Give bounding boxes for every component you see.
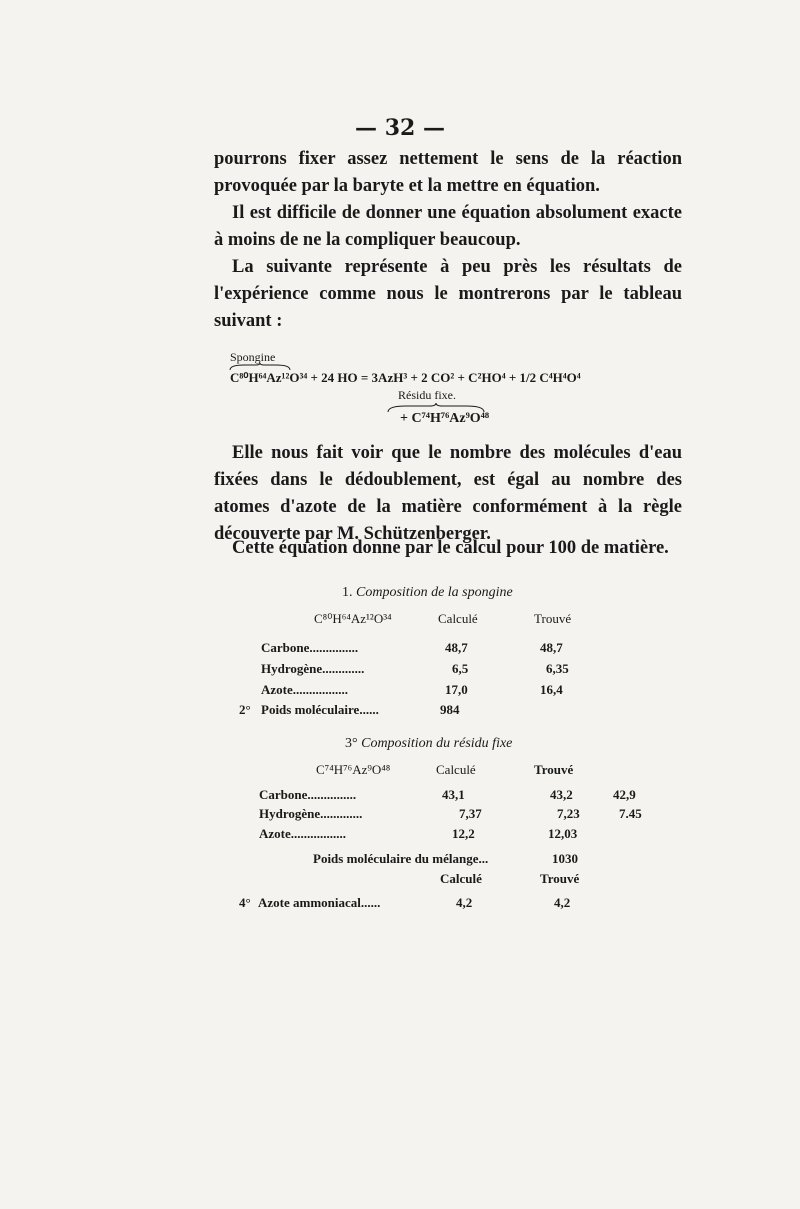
table1-mol-label: Poids moléculaire......	[261, 702, 379, 717]
table1-caption	[342, 585, 513, 601]
table1-row-label: Azote.................	[261, 682, 349, 697]
table2-row-label: Azote.................	[259, 826, 347, 841]
table1-caption-number: 1.	[342, 585, 353, 600]
table1-row-found: 48,7	[540, 640, 563, 655]
table2-row-found2: 7.45	[619, 806, 642, 821]
equation-line-2: + C⁷⁴H⁷⁶Az⁹O⁴⁸	[400, 411, 490, 426]
paragraph-2: Il est difficile de donner une équation absolument exacte à moins de ne la compliquer beaucoup.	[214, 203, 682, 250]
equation-line-1: C⁸⁰H⁶⁴Az¹²O³⁴ + 24 HO = 3AzH³ + 2 CO² + C²HO⁴ + 1/2 C⁴H⁴O⁴	[230, 370, 581, 385]
table1-row-label: Hydrogène.............	[261, 661, 365, 676]
table2-mixture-value: 1030	[552, 851, 578, 866]
table3-found: 4,2	[554, 895, 571, 910]
table2-row-calc: 7,37	[459, 806, 482, 821]
paragraph-4: Elle nous fait voir que le nombre des molécules d'eau fixées dans le dédoublement, est égal au nombre des atomes d'azote de la matière conformément à la règle découverte par M. Schützenberger.	[214, 443, 682, 544]
table1-row-found: 6,35	[546, 661, 569, 676]
table2-row-found: 12,03	[548, 826, 578, 841]
table1-row-calc: 48,7	[445, 640, 468, 655]
table2-caption	[345, 736, 512, 752]
table1-row-found: 16,4	[540, 682, 563, 697]
table2-row-found2: 42,9	[613, 787, 636, 802]
table1-caption-title: Composition de la spongine	[356, 585, 513, 600]
table1-header-calc: Calculé	[438, 611, 478, 626]
table2-row-label: Hydrogène.............	[259, 806, 363, 821]
equation-label-residu: Résidu fixe.	[398, 388, 456, 402]
table1-row-calc: 6,5	[452, 661, 469, 676]
table2-mixture-label: Poids moléculaire du mélange...	[313, 851, 489, 866]
table2-caption-title: Composition du résidu fixe	[361, 736, 513, 751]
table1-row-calc: 17,0	[445, 682, 468, 697]
table3-label: Azote ammoniacal......	[258, 895, 381, 910]
page-number: — 32 —	[355, 115, 445, 141]
table1-header-found: Trouvé	[534, 611, 572, 626]
table2-header-found: Trouvé	[534, 762, 574, 777]
paragraph-1: pourrons fixer assez nettement le sens de la réaction provoquée par la baryte et la mettre en équation.	[214, 149, 682, 196]
table1-mol-number: 2°	[239, 702, 251, 717]
table2-row-found: 7,23	[557, 806, 580, 821]
table1-mol-value: 984	[440, 702, 460, 717]
table3-calc: 4,2	[456, 895, 473, 910]
table2-caption-number: 3°	[345, 736, 358, 751]
table2-header-calc: Calculé	[436, 762, 476, 777]
table3-header-found: Trouvé	[540, 871, 580, 886]
paragraph-3: La suivante représente à peu près les résultats de l'expérience comme nous le montrerons par le tableau suivant :	[214, 257, 682, 331]
table2-formula: C⁷⁴H⁷⁶Az⁹O⁴⁸	[316, 762, 391, 777]
table2-row-found: 43,2	[550, 787, 573, 802]
table1-row-label: Carbone...............	[261, 640, 359, 655]
table1-formula: C⁸⁰H⁶⁴Az¹²O³⁴	[314, 611, 392, 626]
table3-header-calc: Calculé	[440, 871, 482, 886]
table2-row-label: Carbone...............	[259, 787, 357, 802]
table2-row-calc: 12,2	[452, 826, 475, 841]
equation-label-spongine: Spongine	[230, 350, 276, 364]
table2-row-calc: 43,1	[442, 787, 465, 802]
paragraph-5: Cette équation donne par le calcul pour 100 de matière.	[232, 538, 669, 558]
table3-number: 4°	[239, 895, 251, 910]
